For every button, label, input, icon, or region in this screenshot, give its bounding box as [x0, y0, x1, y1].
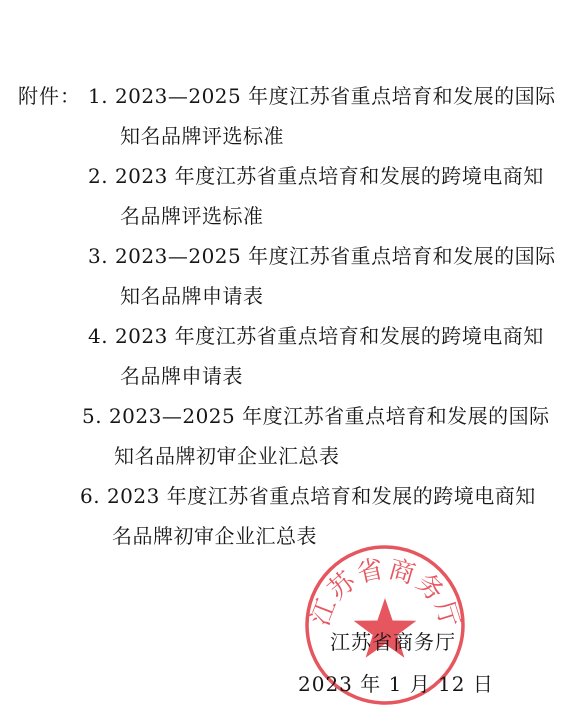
- attachment-label: 附件：: [18, 84, 81, 108]
- signature-organization: 江苏省商务厅: [330, 630, 456, 654]
- item-title-line1: 2023—2025 年度江苏省重点培育和发展的国际: [114, 244, 556, 268]
- item-title-line2: 知名品牌初审企业汇总表: [114, 444, 340, 468]
- item-number: 4.: [88, 324, 109, 348]
- attachment-item-4: [88, 320, 544, 349]
- item-title-line2: 名品牌初审企业汇总表: [112, 524, 317, 548]
- item-title-line1: 2023—2025 年度江苏省重点培育和发展的国际: [114, 84, 556, 108]
- item-title-line2: 名品牌评选标准: [120, 204, 264, 228]
- item-number: 1.: [88, 84, 109, 108]
- item-title-line1: 2023 年度江苏省重点培育和发展的跨境电商知: [106, 484, 536, 508]
- attachment-item-2: [88, 160, 544, 189]
- attachment-item-6: [80, 480, 536, 509]
- item-title-line2: 知名品牌评选标准: [120, 124, 284, 148]
- item-number: 2.: [88, 164, 109, 188]
- item-title-line2: 名品牌申请表: [120, 364, 243, 388]
- attachment-item-5: [82, 400, 550, 429]
- item-title-line1: 2023—2025 年度江苏省重点培育和发展的国际: [108, 404, 550, 428]
- item-title-line2: 知名品牌申请表: [120, 284, 264, 308]
- item-number: 6.: [80, 484, 101, 508]
- signature-date: 2023 年 1 月 12 日: [298, 672, 494, 696]
- item-number: 5.: [82, 404, 103, 428]
- item-title-line1: 2023 年度江苏省重点培育和发展的跨境电商知: [114, 164, 544, 188]
- attachment-item-3: [88, 240, 556, 269]
- item-number: 3.: [88, 244, 109, 268]
- attachment-item-1: [88, 80, 556, 109]
- seal-text: 江苏省商务厅: [305, 553, 466, 634]
- item-title-line1: 2023 年度江苏省重点培育和发展的跨境电商知: [114, 324, 544, 348]
